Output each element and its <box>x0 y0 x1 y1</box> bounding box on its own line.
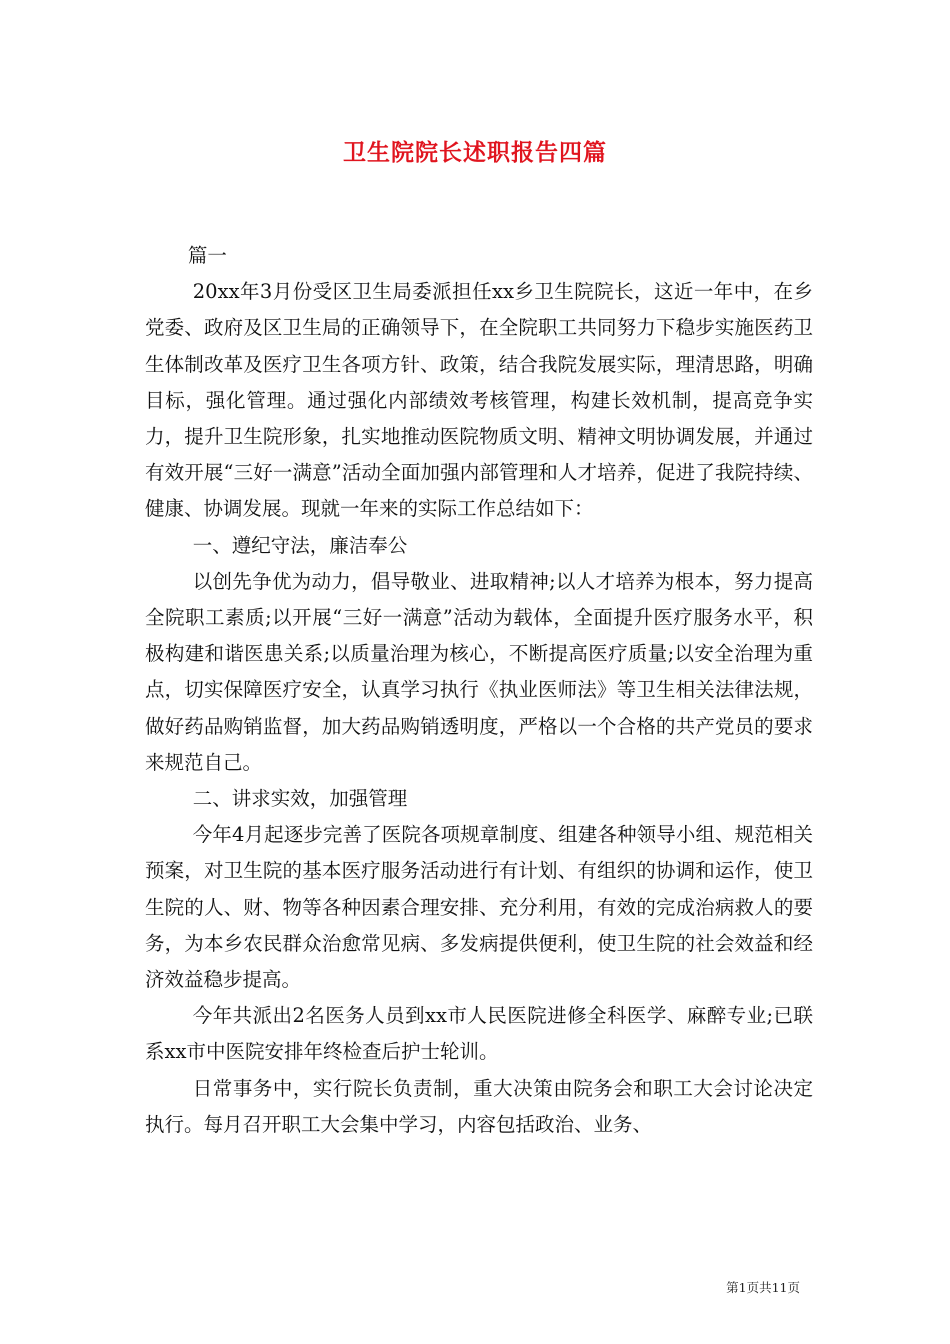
page-number: 第1页共11页 <box>726 1280 800 1295</box>
section-heading-1: 一、遵纪守法，廉洁奉公 <box>192 533 408 557</box>
part-label: 篇一 <box>187 244 227 267</box>
paragraph-section-1: 以创先争优为动力，倡导敬业、进取精神;以人才培养为根本，努力提高全院职工素质;以开展“三好一满意”活动为载体，全面提升医疗服务水平，积极构建和谐医患关系;以质量治理为核心，不断提高医疗质量;以安全治理为重点，切实保障医疗安全，认真学习执行《执业医师法》等卫生相关法律法规，做好药品购销监督，加大药品购销透明度，严格以一个合格的共产党员的要求来规范自己。 <box>145 569 813 774</box>
paragraph-intro: 20xx年3月份受区卫生局委派担任xx乡卫生院院长，这近一年中，在乡党委、政府及区卫生局的正确领导下，在全院职工共同努力下稳步实施医药卫生体制改革及医疗卫生各项方针、政策，结合我院发展实际，理清思路，明确目标，强化管理。通过强化内部绩效考核管理，构建长效机制，提高竞争实力，提升卫生院形象，扎实地推动医院物质文明、精神文明协调发展，并通过有效开展“三好一满意”活动全面加强内部管理和人才培养，促进了我院持续、健康、协调发展。现就一年来的实际工作总结如下： <box>145 280 813 521</box>
document-title: 卫生院院长述职报告四篇 <box>343 139 607 166</box>
paragraph-training: 今年共派出2名医务人员到xx市人民医院进修全科医学、麻醉专业;已联系xx市中医院安排年终检查后护士轮训。 <box>145 1004 813 1064</box>
paragraph-daily-affairs: 日常事务中，实行院长负责制，重大决策由院务会和职工大会讨论决定执行。每月召开职工大会集中学习，内容包括政治、业务、 <box>145 1076 813 1136</box>
section-heading-2: 二、讲求实效，加强管理 <box>192 787 408 811</box>
paragraph-section-2: 今年4月起逐步完善了医院各项规章制度、组建各种领导小组、规范相关预案，对卫生院的基本医疗服务活动进行有计划、有组织的协调和运作，使卫生院的人、财、物等各种因素合理安排、充分利用，有效的完成治病救人的要务，为本乡农民群众治愈常见病、多发病提供便利，使卫生院的社会效益和经济效益稳步提高。 <box>145 823 813 992</box>
document-body <box>145 238 813 1143</box>
